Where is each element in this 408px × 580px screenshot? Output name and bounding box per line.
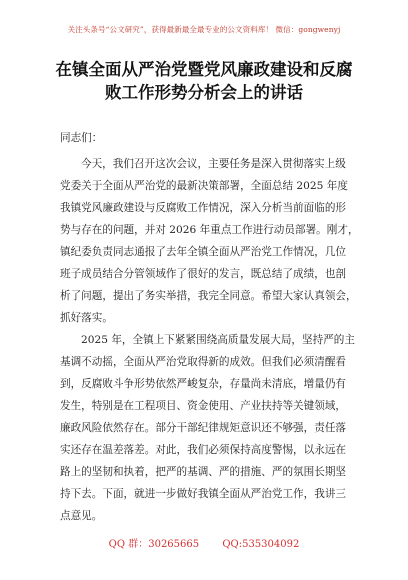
text-line: 基调不动摇，全面从严治党取得新的成效。但我们必须清醒看	[60, 356, 347, 368]
greeting: 同志们：	[60, 132, 103, 144]
document-body	[60, 127, 359, 527]
title-line: 在镇全面从严治党暨党风廉政建设和反腐	[55, 60, 353, 79]
text-line: 班子成员结合分管领域作了很好的发言，既总结了成绩，也剖	[60, 268, 347, 280]
text-line: 势与存在的问题，并对 2026 年重点工作进行动员部署。刚才，	[60, 224, 359, 236]
text-line: 发生，特别是在工程项目、资金使用、产业扶持等关键领域，	[60, 400, 347, 412]
text-line: 到，反腐败斗争形势依然严峻复杂，存量尚未清底，增量仍有	[60, 378, 347, 390]
text-line: 析了问题，提出了务实举措，我完全同意。希望大家认真领会，	[60, 290, 357, 302]
text-line: 抓好落实。	[60, 312, 113, 324]
text-line: 党委关于全面从严治党的最新决策部署，全面总结 2025 年度	[60, 180, 348, 192]
text-line: 镇纪委负责同志通报了去年全镇全面从严治党工作情况，几位	[60, 246, 347, 258]
text-line: 路上的坚韧和执着，把严的基调、严的措施、严的氛围长期坚	[60, 466, 347, 478]
text-line: 点意见。	[60, 510, 103, 522]
text-line: 实还存在温差落差。对此，我们必须保持高度警惕，以永远在	[60, 444, 347, 456]
text-line: 今天，我们召开这次会议，主要任务是深入贯彻落实上级	[81, 158, 346, 170]
title-line: 败工作形势分析会上的讲话	[105, 83, 303, 102]
text-line: 持下去。下面，就进一步做好我镇全面从严治党工作，我讲三	[60, 488, 347, 500]
text-line: 2025 年，全镇上下紧紧围绕高质量发展大局，坚持严的主	[81, 334, 355, 346]
header-banner: 关注头条号“公文研究”，获得最新最全最专业的公文资料库！ 微信：gongwenyj	[67, 25, 341, 34]
qq-number: QQ:535304092	[222, 539, 300, 550]
document-title	[20, 58, 388, 104]
text-line: 廉政风险依然存在。部分干部纪律规矩意识还不够强，责任落	[60, 422, 347, 434]
page-footer	[0, 535, 408, 550]
paragraph-1	[60, 153, 359, 329]
qq-group-number: QQ 群：30265665	[108, 539, 200, 550]
paragraph-2	[60, 329, 355, 527]
text-line: 我镇党风廉政建设与反腐败工作情况，深入分析当前面临的形	[60, 202, 347, 214]
